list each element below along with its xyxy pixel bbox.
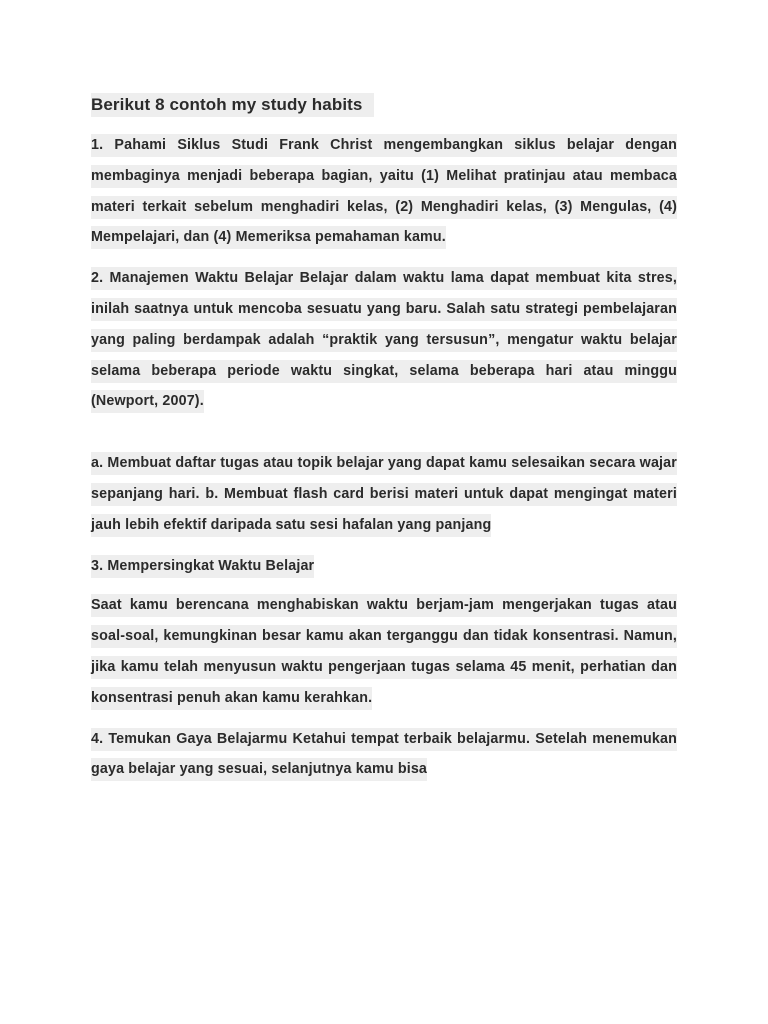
paragraph-manajemen-waktu <box>91 263 677 417</box>
paragraph-konsentrasi <box>91 590 677 713</box>
paragraph-siklus-studi <box>91 130 677 253</box>
paragraph-text: 4. Temukan Gaya Belajarmu Ketahui tempat terbaik belajarmu. Setelah menemukan gaya belajar yang sesuai, selanjutnya kamu bisa <box>91 728 677 782</box>
document-title <box>91 90 677 120</box>
paragraph-text: Saat kamu berencana menghabiskan waktu berjam-jam mengerjakan tugas atau soal-soal, kemungkinan besar kamu akan terganggu dan tidak konsentrasi. Namun, jika kamu telah menyusun waktu pengerjaan tugas selama 45 menit, perhatian dan konsentrasi penuh akan kamu kerahkan. <box>91 594 677 709</box>
paragraph-text: a. Membuat daftar tugas atau topik belajar yang dapat kamu selesaikan secara wajar sepanjang hari. b. Membuat flash card berisi materi untuk dapat mengingat materi jauh lebih efektif daripada satu sesi hafalan yang panjang <box>91 452 677 537</box>
paragraph-daftar-tugas <box>91 448 677 540</box>
document-page <box>91 90 677 795</box>
paragraph-gaya-belajar <box>91 724 677 786</box>
document-title-text: Berikut 8 contoh my study habits <box>91 93 374 117</box>
paragraph-text: 1. Pahami Siklus Studi Frank Christ mengembangkan siklus belajar dengan membaginya menjadi beberapa bagian, yaitu (1) Melihat pratinjau atau membaca materi terkait sebelum menghadiri kelas, (2) Menghadiri kelas, (3) Mengulas, (4) Mempelajari, dan (4) Memeriksa pemahaman kamu. <box>91 134 677 249</box>
paragraph-text: 3. Mempersingkat Waktu Belajar <box>91 555 314 578</box>
paragraph-mempersingkat-heading <box>91 551 677 582</box>
paragraph-text: 2. Manajemen Waktu Belajar Belajar dalam waktu lama dapat membuat kita stres, inilah saatnya untuk mencoba sesuatu yang baru. Salah satu strategi pembelajaran yang paling berdampak adalah “praktik yang tersusun”, mengatur waktu belajar selama beberapa periode waktu singkat, selama beberapa hari atau minggu (Newport, 2007). <box>91 267 677 413</box>
